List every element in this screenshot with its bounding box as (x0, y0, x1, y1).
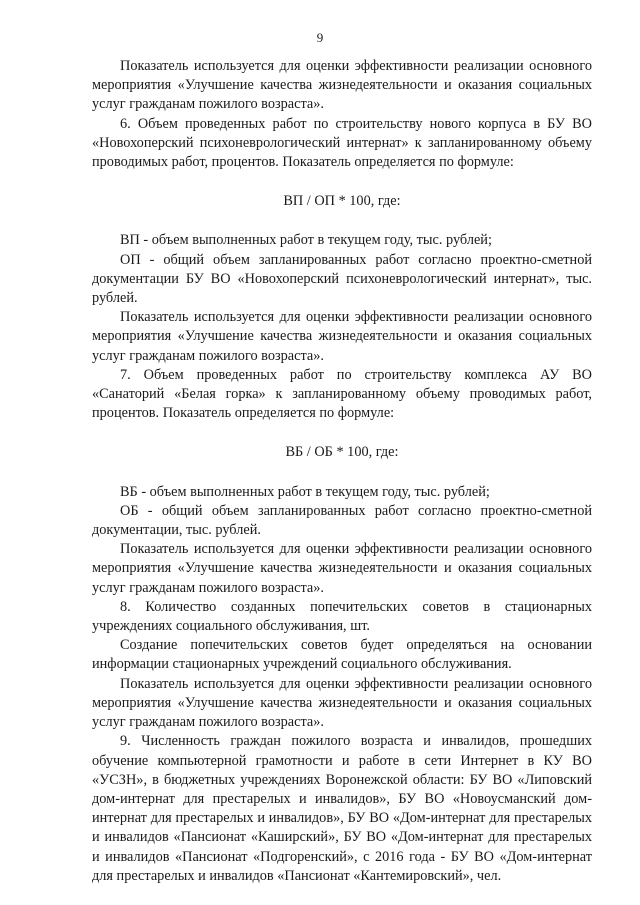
paragraph: Показатель используется для оценки эффективности реализации основного мероприятия «Улучшение качества жизнедеятельности и оказания социальных услуг гражданам пожилого возраста». (92, 309, 592, 364)
paragraph: 9. Численность граждан пожилого возраста и инвалидов, прошедших обучение компьютерной грамотности и работе в сети Интернет в КУ ВО «УСЗН», в бюджетных учреждениях Воронежской области: БУ ВО «Липовский дом-интернат для престарелых и инвалидов», БУ ВО «Новоусманский дом-интернат для престарелых и инвалидов», БУ ВО «Дом-интернат для престарелых и инвалидов «Пансионат «Каширский», БУ ВО «Дом-интернат для престарелых и инвалидов «Пансионат «Подгоренский», с 2016 года - БУ ВО «Дом-интернат для престарелых и инвалидов «Пансионат «Кантемировский», чел. (92, 733, 592, 884)
page-number: 9 (316, 30, 324, 45)
paragraph: Показатель используется для оценки эффективности реализации основного мероприятия «Улучшение качества жизнедеятельности и оказания социальных услуг гражданам пожилого возраста». (92, 675, 592, 731)
paragraph: Создание попечительских советов будет определяться на основании информации стационарных учреждений социального обслуживания. (92, 637, 592, 673)
paragraph: 8. Количество созданных попечительских советов в стационарных учреждениях социального обслуживания, шт. (92, 598, 592, 635)
formula: ВБ / ОБ * 100, где: (285, 444, 399, 461)
document-body (92, 57, 592, 886)
paragraph: 6. Объем проведенных работ по строительству нового корпуса в БУ ВО «Новохоперский психоневрологический интернат» к запланированному объему проводимых работ, процентов. Показатель определяется по формуле: (92, 115, 592, 171)
paragraph: ОБ - общий объем запланированных работ согласно проектно-сметной документации, тыс. рублей. (92, 502, 592, 539)
paragraph: ВБ - объем выполненных работ в текущем году, тыс. рублей; (120, 483, 490, 500)
paragraph: Показатель используется для оценки эффективности реализации основного мероприятия «Улучшение качества жизнедеятельности и оказания социальных услуг гражданам пожилого возраста». (92, 58, 592, 113)
paragraph: ВП - объем выполненных работ в текущем году, тыс. рублей; (120, 232, 492, 249)
paragraph: ОП - общий объем запланированных работ согласно проектно-сметной документации БУ ВО «Новохоперский психоневрологический интернат», тыс. рублей. (92, 251, 592, 307)
paragraph: Показатель используется для оценки эффективности реализации основного мероприятия «Улучшение качества жизнедеятельности и оказания социальных услуг гражданам пожилого возраста». (92, 541, 592, 596)
paragraph: 7. Объем проведенных работ по строительству комплекса АУ ВО «Санаторий «Белая горка» к запланированному объему проводимых работ, процентов. Показатель определяется по формуле: (92, 366, 592, 422)
formula: ВП / ОП * 100, где: (283, 193, 401, 210)
